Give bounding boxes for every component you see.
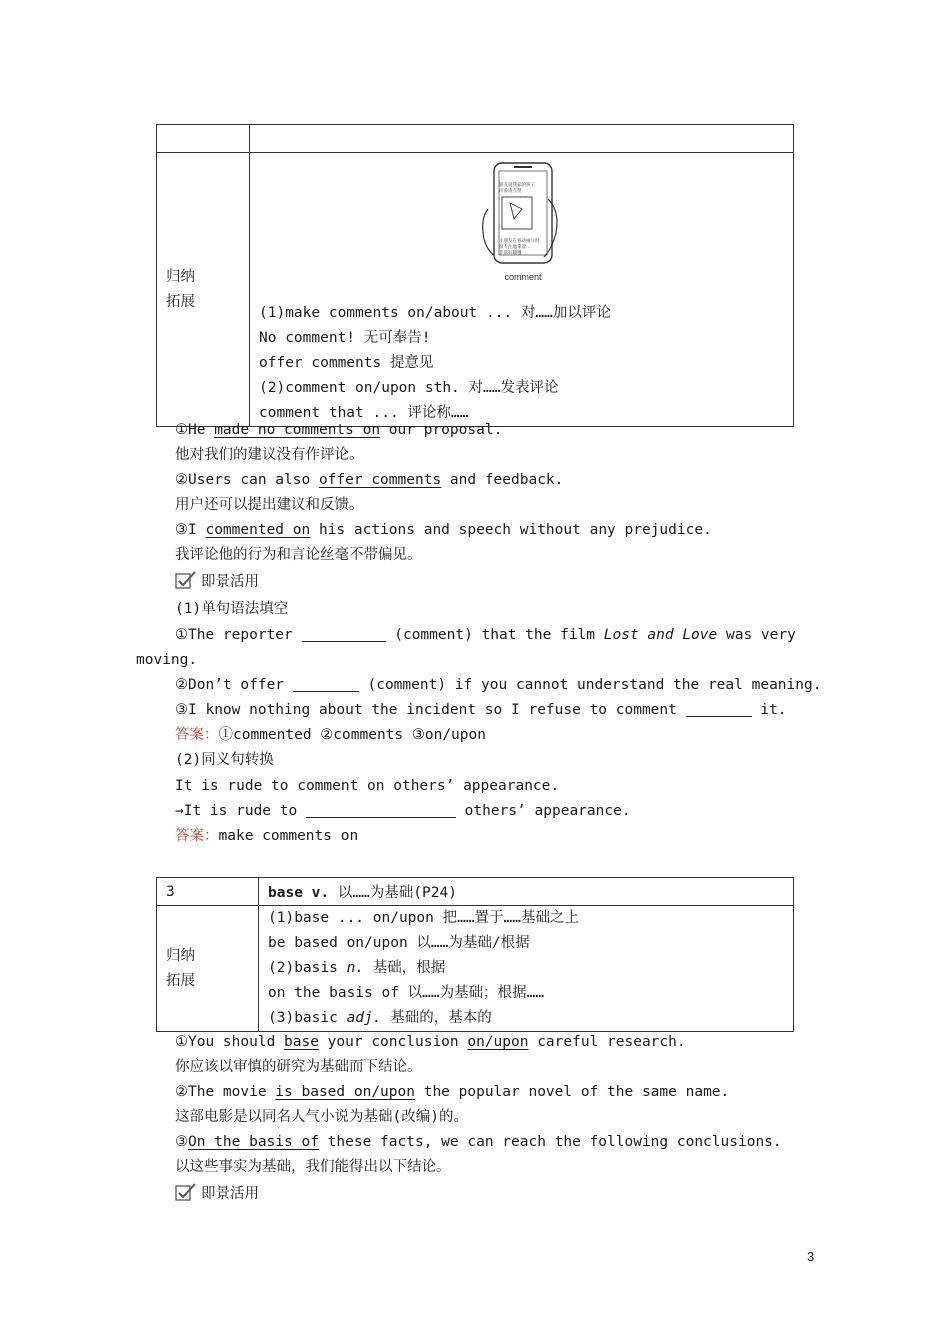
table-content bbox=[259, 906, 794, 1032]
example-sentence: ①You should base your conclusion on/upon careful research. bbox=[175, 1034, 686, 1050]
table-side-label: 归纳 拓展 bbox=[157, 906, 259, 1032]
question-1: ①The reporter (comment) that the film Lost and Love was very bbox=[175, 627, 796, 643]
phone-illustration bbox=[250, 153, 793, 301]
phone-screen-text-bottom: 小朋友在看动画片时 很专注地拿着... 非常有趣哦 bbox=[499, 239, 540, 256]
section-title: (2)同义句转换 bbox=[175, 752, 274, 768]
table-line: No comment! 无可奉告! bbox=[259, 330, 431, 346]
question-2: ②Don’t offer (comment) if you cannot understand the real meaning. bbox=[175, 677, 822, 693]
example-translation: 以这些事实为基础，我们能得出以下结论。 bbox=[175, 1159, 451, 1175]
answer-line: 答案：①commented ②comments ③on/upon bbox=[175, 727, 486, 743]
example-translation: 这部电影是以同名人气小说为基础(改编)的。 bbox=[175, 1109, 468, 1125]
table-line: (3)basic adj. 基础的，基本的 bbox=[268, 1010, 492, 1026]
example-translation: 我评论他的行为和言论丝毫不带偏见。 bbox=[175, 547, 422, 563]
example-sentence: ③I commented on his actions and speech without any prejudice. bbox=[175, 522, 712, 538]
table-line: offer comments 提意见 bbox=[259, 355, 434, 371]
phone-hand-icon bbox=[478, 159, 568, 285]
example-sentence: ②Users can also offer comments and feedback. bbox=[175, 472, 564, 488]
practice-heading: 即景活用 bbox=[175, 571, 259, 592]
example-translation: 用户还可以提出建议和反馈。 bbox=[175, 497, 364, 513]
original-sentence: It is rude to comment on others’ appearance. bbox=[175, 778, 560, 794]
answer-blank[interactable] bbox=[686, 702, 752, 717]
example-sentence: ①He made no comments on our proposal. bbox=[175, 422, 503, 438]
vocab-table-comment bbox=[156, 124, 794, 427]
page-number: 3 bbox=[807, 1249, 815, 1264]
table-side-label: 归纳 拓展 bbox=[157, 153, 250, 427]
vocab-table-base bbox=[156, 877, 794, 1032]
example-translation: 他对我们的建议没有作评论。 bbox=[175, 447, 364, 463]
entry-headword: base v. 以……为基础(P24) bbox=[259, 878, 794, 906]
rewrite-sentence: →It is rude to others’ appearance. bbox=[175, 803, 631, 819]
practice-heading: 即景活用 bbox=[175, 1183, 259, 1204]
entry-number: 3 bbox=[157, 878, 259, 906]
answer-blank[interactable] bbox=[293, 677, 359, 692]
answer-blank[interactable] bbox=[302, 627, 386, 642]
table-header-left bbox=[157, 125, 250, 153]
table-line: (2)basis n. 基础，根据 bbox=[268, 960, 446, 976]
table-line: be based on/upon 以……为基础/根据 bbox=[268, 935, 530, 951]
table-line: (1)make comments on/about ... 对……加以评论 bbox=[259, 305, 611, 321]
table-line: (1)base ... on/upon 把……置于……基础之上 bbox=[268, 910, 580, 926]
example-sentence: ③On the basis of these facts, we can reach the following conclusions. bbox=[175, 1134, 782, 1150]
table-line: (2)comment on/upon sth. 对……发表评论 bbox=[259, 380, 559, 396]
table-line: on the basis of 以……为基础；根据…… bbox=[268, 985, 545, 1001]
question-1-cont: moving. bbox=[136, 652, 198, 668]
table-header-right bbox=[250, 125, 794, 153]
answer-line: 答案：make comments on bbox=[175, 828, 359, 844]
section-title: (1)单句语法填空 bbox=[175, 601, 289, 617]
answer-blank[interactable] bbox=[306, 803, 456, 818]
table-content bbox=[250, 153, 794, 427]
table-line: comment that ... 评论称…… bbox=[259, 405, 469, 421]
example-sentence: ②The movie is based on/upon the popular novel of the same name. bbox=[175, 1084, 730, 1100]
check-box-icon bbox=[175, 571, 197, 589]
illustration-caption: comment bbox=[504, 272, 542, 282]
question-3: ③I know nothing about the incident so I refuse to comment it. bbox=[175, 702, 787, 718]
check-box-icon bbox=[175, 1183, 197, 1201]
example-translation: 你应该以审慎的研究为基础而下结论。 bbox=[175, 1059, 422, 1075]
phone-screen-text-top: 朋友说我家的孩子 可爱请点赞 bbox=[499, 183, 535, 194]
